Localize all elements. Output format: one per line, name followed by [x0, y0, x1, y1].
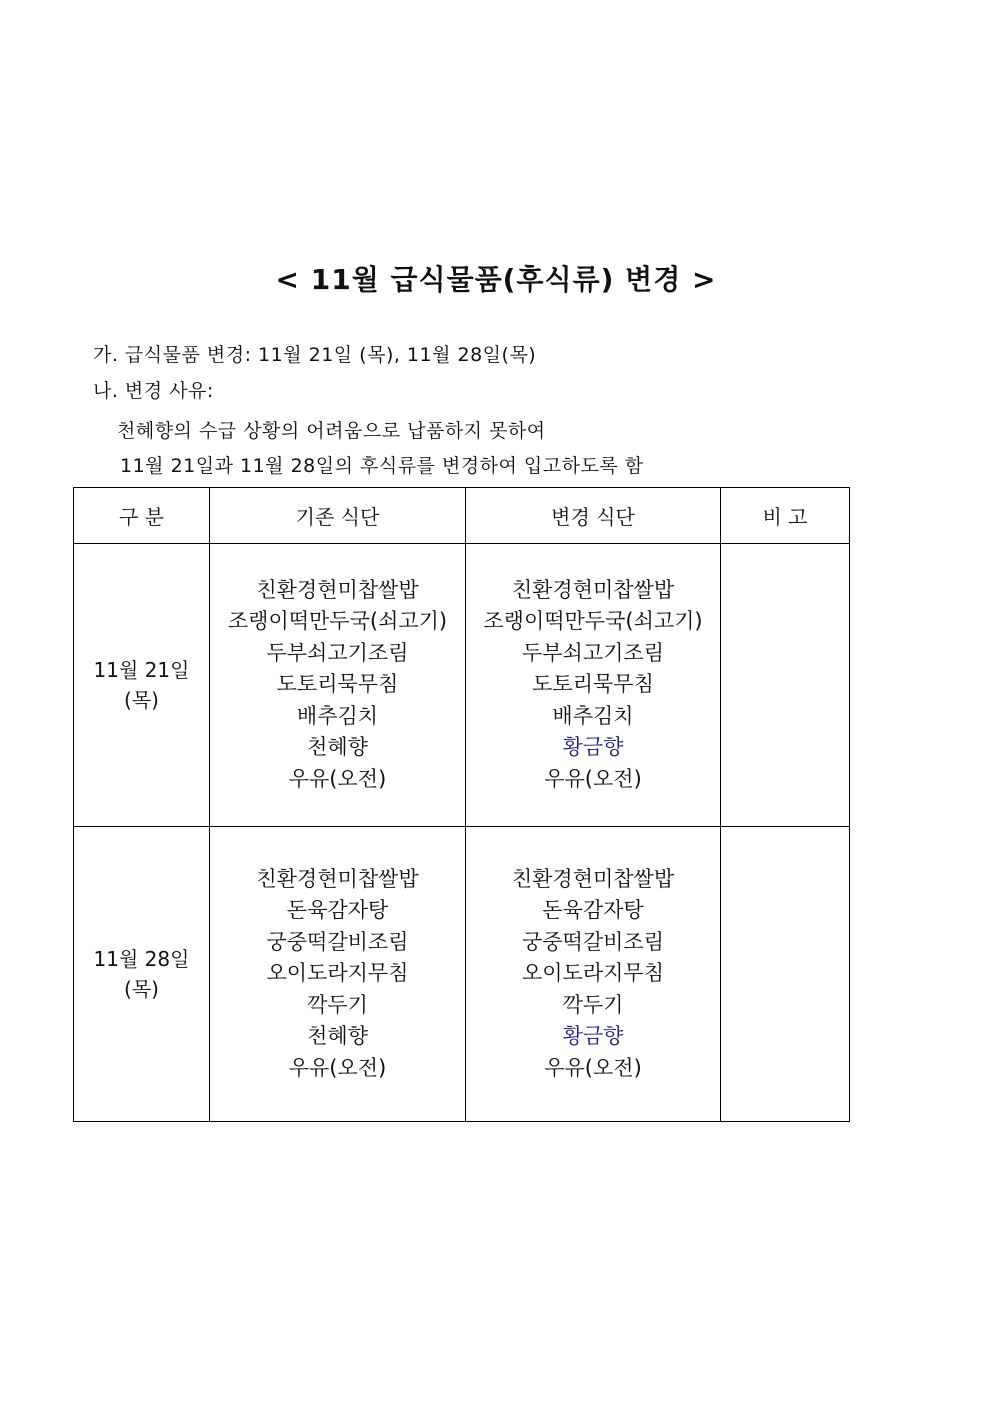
changed-menu-cell — [466, 827, 721, 1122]
menu-item: 친환경현미찹쌀밥 — [511, 866, 675, 891]
menu-item: 돈육감자탕 — [286, 898, 389, 923]
menu-item: 오이도라지무침 — [266, 961, 409, 986]
menu-item: 친환경현미찹쌀밥 — [511, 577, 675, 602]
header-note: 비 고 — [721, 488, 850, 544]
menu-item: 돈육감자탕 — [542, 898, 644, 923]
menu-item: 배추김치 — [296, 703, 379, 728]
menu-item-dessert: 천혜향 — [307, 735, 368, 760]
reason-text-line-1: 천혜향의 수급 상황의 어려움으로 납품하지 못하여 — [117, 420, 546, 442]
table-row — [74, 544, 850, 827]
original-menu-cell — [210, 827, 466, 1122]
menu-item: 우유(오전) — [288, 766, 387, 791]
menu-item: 도토리묵무침 — [276, 672, 399, 697]
menu-change-table — [73, 487, 850, 1122]
header-category: 구 분 — [74, 488, 210, 544]
menu-item: 두부쇠고기조림 — [521, 640, 664, 665]
reason-text-line-2: 11월 21일과 11월 28일의 후식류를 변경하여 입고하도록 함 — [120, 455, 644, 477]
original-menu-cell — [210, 544, 466, 827]
date-cell — [74, 827, 210, 1122]
section-ga-change-dates: 가. 급식물품 변경: 11월 21일 (목), 11월 28일(목) — [93, 344, 537, 366]
date-cell — [74, 544, 210, 827]
menu-item: 우유(오전) — [288, 1055, 387, 1080]
menu-item: 오이도라지무침 — [521, 961, 664, 986]
table-row — [74, 827, 850, 1122]
menu-item: 깍두기 — [562, 992, 624, 1017]
header-original-menu: 기존 식단 — [210, 488, 466, 544]
note-cell — [721, 827, 850, 1122]
menu-item: 조랭이떡만두국(쇠고기) — [483, 609, 703, 634]
menu-item-dessert: 천혜향 — [307, 1024, 368, 1049]
menu-item-dessert-changed: 황금향 — [562, 1024, 624, 1049]
menu-item: 우유(오전) — [544, 1055, 642, 1080]
menu-item: 도토리묵무침 — [532, 672, 654, 697]
date-label: 11월 28일 — [93, 947, 190, 971]
note-cell — [721, 544, 850, 827]
menu-item: 깍두기 — [307, 992, 368, 1017]
menu-item: 두부쇠고기조림 — [266, 640, 409, 665]
menu-item: 우유(오전) — [544, 766, 642, 791]
header-changed-menu: 변경 식단 — [466, 488, 721, 544]
weekday-label: (목) — [124, 977, 159, 1001]
menu-item: 친환경현미찹쌀밥 — [256, 866, 419, 891]
document-title: < 11월 급식물품(후식류) 변경 > — [275, 263, 717, 296]
weekday-label: (목) — [124, 688, 159, 712]
menu-item: 친환경현미찹쌀밥 — [256, 577, 419, 602]
menu-item: 조랭이떡만두국(쇠고기) — [227, 609, 448, 634]
changed-menu-cell — [466, 544, 721, 827]
menu-item-dessert-changed: 황금향 — [562, 735, 624, 760]
date-label: 11월 21일 — [93, 658, 190, 682]
section-na-reason-heading: 나. 변경 사유: — [93, 380, 214, 402]
menu-item: 궁중떡갈비조림 — [266, 929, 409, 954]
table-header-row — [74, 488, 850, 544]
menu-item: 배추김치 — [552, 703, 634, 728]
menu-item: 궁중떡갈비조림 — [521, 929, 664, 954]
